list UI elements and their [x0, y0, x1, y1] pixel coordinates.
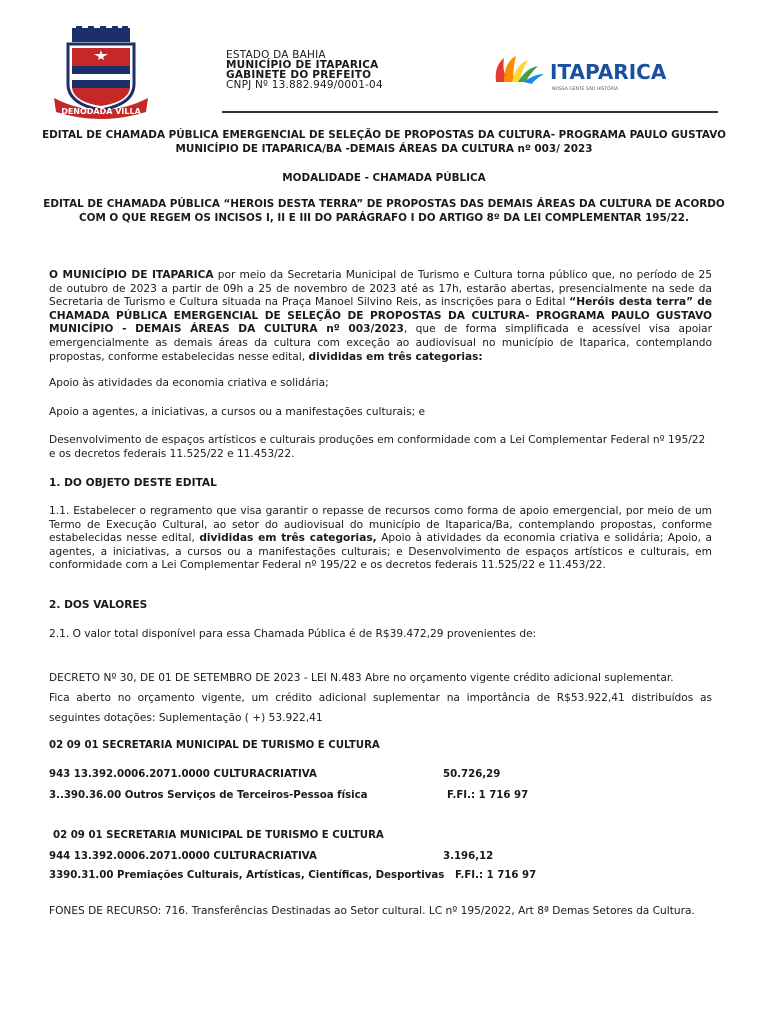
header-divider	[222, 111, 718, 113]
intro-municipality: O MUNICÍPIO DE ITAPARICA	[49, 269, 214, 281]
feather-icon	[496, 56, 544, 84]
budget-item-code: 944 13.392.0006.2071.0000 CULTURACRIATIVA	[49, 851, 317, 862]
crest-banner-text: DENODADA VILLA	[61, 107, 141, 116]
intro-text-2: , que de forma simplificada e acessível visa apoiar emergencialmente as demais áreas da cultura com exceção ao audiovisual no município de Itaparica, contemplando propostas, conforme estabelecidas nesse edital,	[49, 323, 712, 363]
section-1-categories: divididas em três categorias,	[199, 532, 377, 545]
brand-name: ITAPARICA	[550, 60, 667, 84]
category-item: Apoio a agentes, a iniciativas, a cursos ou a manifestações culturais; e	[49, 406, 426, 418]
decree-line: DECRETO Nº 30, DE 01 DE SETEMBRO DE 2023 - LEI N.483 Abre no orçamento vigente crédito adicional suplementar.	[49, 672, 674, 684]
subtitle-line-2: COM O QUE REGEM OS INCISOS I, II E III DO PARÁGRAFO I DO ARTIGO 8º DA LEI COMPLEMENTAR 195/22.	[79, 211, 689, 224]
modality-heading: MODALIDADE - CHAMADA PÚBLICA	[282, 172, 486, 184]
budget-item-ffi: F.FI.: 1 716 97	[455, 870, 537, 881]
section-1-text-2: Apoio à atividades da economia criativa e solidária; Apoio, a agentes, a iniciativas, a cursos ou a manifestações culturais; e Desenvolvimento de espaços artísticos e culturais, em conformidade com a Lei Complementar Federal nº 195/22 e os decretos federais 11.525/22 e 11.453/22.	[49, 532, 712, 572]
itaparica-brand-logo	[488, 52, 698, 92]
budget-item-description: 3..390.36.00 Outros Serviços de Terceiros-Pessoa física	[49, 790, 368, 801]
municipality-name: MUNICÍPIO DE ITAPARICA	[226, 59, 379, 71]
category-item: Apoio às atividades da economia criativa e solidária;	[49, 377, 329, 389]
brand-tagline: NOSSA GENTE SÃO HISTÓRIA	[552, 87, 619, 92]
section-2-heading: 2. DOS VALORES	[49, 599, 148, 611]
municipal-crest-icon	[50, 26, 152, 120]
intro-categories-label: divididas em três categorias:	[308, 350, 483, 363]
decree-paragraph	[49, 668, 712, 728]
cnpj-number: CNPJ Nº 13.882.949/0001-04	[226, 79, 383, 91]
decree-supplement: Fica aberto no orçamento vigente, um crédito adicional suplementar na importância de R$53.922,41 distribuídos as seguintes dotações: Suplementação ( +) 53.922,41	[49, 692, 712, 724]
budget-item-value: 50.726,29	[443, 769, 501, 780]
intro-text-1: por meio da Secretaria Municipal de Turismo e Cultura torna público que, no período de 25 de outubro de 2023 a partir de 09h a 25 de novembro de 2023 até as 17h, estarão abertas, presencialmente na sede da Secretaria de Turismo e Cultura situada na Praça Manoel Silvino Reis, as inscrições para o Edital	[49, 269, 712, 309]
section-1-text-1: 1.1. Estabelecer o regramento que visa garantir o repasse de recursos como forma de apoio emergencial, por meio de um Termo de Execução Cultural, ao setor do audiovisual do município de Itaparica/Ba, contemplando propostas, conforme estabelecidas nesse edital,	[49, 505, 712, 545]
title-line-2: MUNICÍPIO DE ITAPARICA/BA -DEMAIS ÁREAS DA CULTURA nº 003/ 2023	[175, 142, 593, 155]
edital-subtitle	[40, 198, 728, 225]
budget-item-value: 3.196,12	[443, 851, 494, 862]
edital-title	[40, 129, 728, 156]
section-1-heading: 1. DO OBJETO DESTE EDITAL	[49, 477, 217, 489]
budget-item-ffi: F.FI.: 1 716 97	[447, 790, 529, 801]
budget-item-description: 3390.31.00 Premiações Culturais, Artísticas, Científicas, Desportivas	[49, 870, 445, 881]
budget-secretaria: 02 09 01 SECRETARIA MUNICIPAL DE TURISMO E CULTURA	[53, 830, 384, 841]
section-1-paragraph	[49, 505, 712, 573]
intro-paragraph	[49, 269, 712, 364]
intro-edital-name: “Heróis desta terra” de CHAMADA PÚBLICA EMERGENCIAL DE SELEÇÃO DE PROPOSTAS DA CULTURA- PROGRAMA PAULO GUSTAVO MUNICÍPIO - DEMAIS ÁREAS DA CULTURA nº 003/2023	[49, 296, 712, 336]
subtitle-line-1: EDITAL DE CHAMADA PÚBLICA “HEROIS DESTA TERRA” DE PROPOSTAS DAS DEMAIS ÁREAS DA CULTURA DE ACORDO	[43, 198, 725, 210]
office-name: GABINETE DO PREFEITO	[226, 69, 372, 81]
budget-secretaria: 02 09 01 SECRETARIA MUNICIPAL DE TURISMO E CULTURA	[49, 740, 380, 751]
category-item: Desenvolvimento de espaços artísticos e culturais produções em conformidade com a Lei Complementar Federal nº 195/22 e os decretos federais 11.525/22 e 11.453/22.	[49, 434, 706, 460]
title-line-1: EDITAL DE CHAMADA PÚBLICA EMERGENCIAL DE SELEÇÃO DE PROPOSTAS DA CULTURA- PROGRAMA PAULO GUSTAVO	[42, 129, 726, 141]
state-name: ESTADO DA BAHIA	[226, 49, 326, 61]
footer-note: FONES DE RECURSO: 716. Transferências Destinadas ao Setor cultural. LC nº 195/2022, Art 8ª Demas Setores da Cultura.	[49, 905, 695, 917]
budget-item-code: 943 13.392.0006.2071.0000 CULTURACRIATIVA	[49, 769, 317, 780]
section-2-paragraph: 2.1. O valor total disponível para essa Chamada Pública é de R$39.472,29 provenientes de:	[49, 628, 537, 640]
letterhead	[226, 50, 383, 90]
